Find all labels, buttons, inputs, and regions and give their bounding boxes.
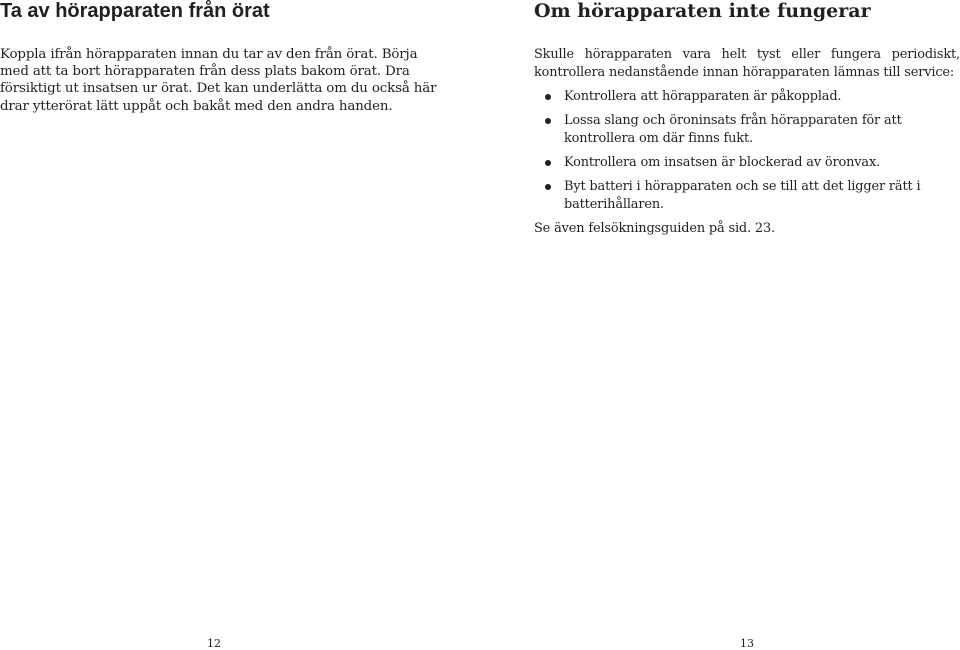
left-page-heading: Ta av hörapparaten från örat bbox=[0, 0, 270, 22]
troubleshooting-intro: Skulle hörapparaten vara helt tyst eller fungera periodiskt, kontrollera nedanstående innan hörapparaten lämnas till service: bbox=[534, 47, 960, 80]
right-page-heading: Om hörapparaten inte fungerar bbox=[534, 0, 871, 22]
right-page-number: 13 bbox=[740, 637, 754, 650]
left-page bbox=[0, 0, 450, 650]
list-item-text: Kontrollera att hörapparaten är påkopplad. bbox=[564, 89, 842, 104]
troubleshooting-guide-reference: Se även felsökningsguiden på sid. 23. bbox=[534, 221, 775, 236]
bullet-icon bbox=[545, 160, 551, 166]
list-item bbox=[534, 154, 960, 172]
list-item bbox=[534, 88, 960, 106]
left-page-number: 12 bbox=[207, 637, 221, 650]
bullet-icon bbox=[545, 184, 551, 190]
troubleshooting-list bbox=[534, 88, 960, 214]
list-item-text: Kontrollera om insatsen är blockerad av öronvax. bbox=[564, 155, 881, 170]
list-item bbox=[534, 112, 960, 148]
list-item-text: Lossa slang och öroninsats från hörapparaten för att kontrollera om där finns fukt. bbox=[564, 113, 902, 146]
bullet-icon bbox=[545, 118, 551, 124]
right-page bbox=[534, 0, 960, 650]
list-item-text: Byt batteri i hörapparaten och se till att det ligger rätt i batterihållaren. bbox=[564, 179, 921, 212]
left-page-body: Koppla ifrån hörapparaten innan du tar av den från örat. Börja med att ta bort hörapparaten från dess plats bakom örat. Dra försiktigt ut insatsen ur örat. Det kan underlätta om du också här drar ytterörat lätt uppåt och bakåt med den andra handen. bbox=[0, 47, 437, 114]
right-page-body bbox=[534, 46, 960, 244]
bullet-icon bbox=[545, 94, 551, 100]
list-item bbox=[534, 178, 960, 214]
